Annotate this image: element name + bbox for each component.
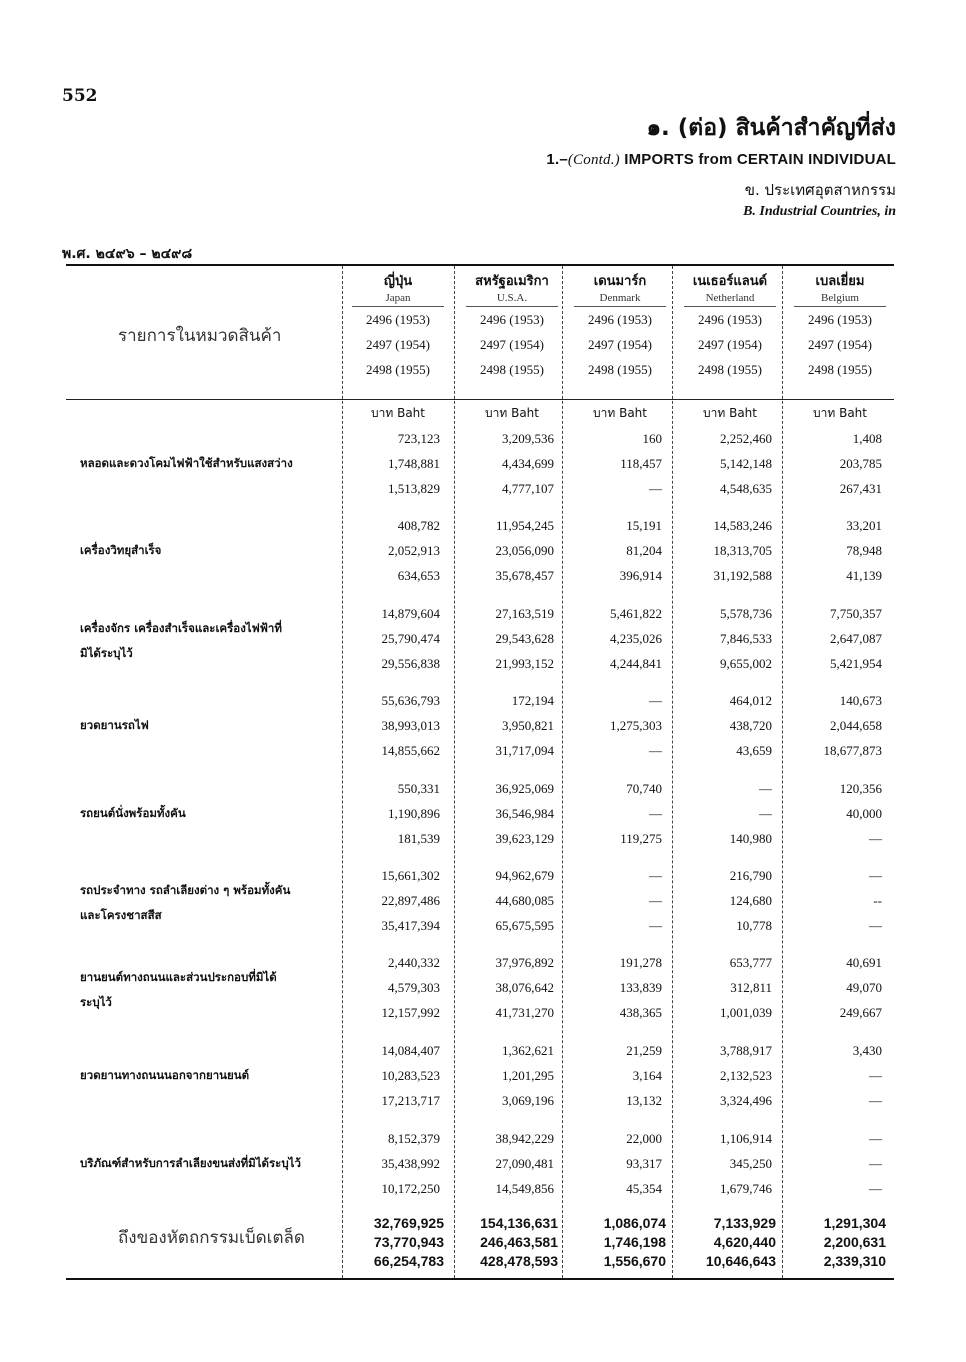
table-cell: 216,790 (729, 868, 772, 883)
column-header-thai: ญี่ปุ่น (383, 274, 413, 289)
table-cell: 22,000 (626, 1131, 662, 1146)
table-cell: 22,897,486 (381, 893, 440, 909)
table-cell: 1,679,746 (720, 1181, 772, 1197)
table-cell: 27,090,481 (495, 1156, 554, 1172)
total-cell: 1,291,304 (823, 1215, 886, 1231)
unit-label: บาท Baht (813, 406, 867, 420)
table-cell: 18,677,873 (823, 743, 882, 759)
table-cell: -- (873, 893, 882, 909)
table-cell: 2,252,460 (720, 431, 772, 446)
column-year: 2498 (1955) (480, 362, 544, 377)
table-cell: 396,914 (619, 568, 662, 584)
column-header-underline (352, 306, 444, 307)
title-english (546, 151, 896, 169)
group-label (80, 616, 350, 666)
total-cell: 1,556,670 (603, 1253, 666, 1269)
table-cell: — (649, 743, 662, 759)
group-label (80, 878, 350, 928)
table-cell: — (869, 868, 882, 883)
column-header-underline (794, 306, 886, 307)
column-header (784, 272, 896, 382)
column-header (564, 272, 676, 382)
column-year: 2498 (1955) (588, 362, 652, 377)
table-cell: 438,720 (729, 718, 772, 734)
table-cell: — (649, 806, 662, 822)
table-cell: 12,157,992 (381, 1005, 440, 1021)
table-cell: 10,283,523 (381, 1068, 440, 1084)
table-cell: 133,839 (619, 980, 662, 996)
unit-label: บาท Baht (593, 406, 647, 420)
total-cell: 4,620,440 (713, 1234, 776, 1250)
table-cell: 118,457 (620, 456, 662, 472)
table-cell: 36,925,069 (495, 781, 554, 796)
table-cell: 3,069,196 (502, 1093, 554, 1109)
table-cell: 15,191 (626, 518, 662, 533)
group-label-line: ยานยนต์ทางถนนและส่วนประกอบที่มิได้ (80, 969, 277, 984)
table-cell: 4,548,635 (720, 481, 772, 497)
table-cell: 249,667 (839, 1005, 882, 1021)
table-cell: 2,132,523 (720, 1068, 772, 1084)
table-cell: — (759, 806, 772, 822)
table-cell: 203,785 (839, 456, 882, 472)
table-cell: 10,778 (736, 918, 772, 934)
column-header (456, 272, 568, 382)
table-cell: 9,655,002 (720, 656, 772, 672)
table-cell: 3,209,536 (502, 431, 554, 446)
header-rule (66, 399, 894, 400)
column-year: 2496 (1953) (808, 312, 872, 327)
group-label (80, 1063, 350, 1088)
group-label-line: บริภัณฑ์สำหรับการลำเลียงขนส่งที่มิได้ระบุไว้ (80, 1156, 301, 1171)
table-cell: 43,659 (736, 743, 772, 759)
table-cell: 15,661,302 (381, 868, 440, 883)
table-cell: 1,408 (852, 431, 882, 446)
column-year: 2496 (1953) (366, 312, 430, 327)
table-cell: 120,356 (839, 781, 882, 796)
column-header-thai: สหรัฐอเมริกา (475, 274, 549, 289)
table-cell: 4,244,841 (610, 656, 662, 672)
table-cell: 124,680 (729, 893, 772, 909)
table-cell: 408,782 (397, 518, 440, 533)
total-label: ถึงของหัตถกรรมเบ็ดเตล็ด (118, 1228, 305, 1248)
table-cell: 2,647,087 (830, 631, 882, 647)
table-cell: 18,313,705 (713, 543, 772, 559)
table-cell: 191,278 (619, 955, 662, 970)
table-cell: 160 (642, 431, 662, 446)
table-cell: 550,331 (397, 781, 440, 796)
table-cell: — (649, 893, 662, 909)
table-cell: 3,324,496 (720, 1093, 772, 1109)
table-cell: 14,879,604 (381, 606, 440, 621)
group-label-line: ยวดยานทางถนนนอกจากยานยนต์ (80, 1068, 250, 1083)
table-cell: 438,365 (619, 1005, 662, 1021)
column-header-underline (574, 306, 666, 307)
table-cell: 345,250 (729, 1156, 772, 1172)
table-cell: 1,201,295 (502, 1068, 554, 1084)
table-cell: — (869, 1068, 882, 1084)
table-cell: 14,855,662 (381, 743, 440, 759)
table-cell: — (649, 868, 662, 883)
table-cell: 5,578,736 (720, 606, 772, 621)
table-cell: 41,731,270 (495, 1005, 554, 1021)
group-label-line: ระบุไว้ (80, 994, 112, 1009)
table-cell: 21,259 (626, 1043, 662, 1058)
total-cell: 66,254,783 (373, 1253, 444, 1269)
column-year: 2498 (1955) (698, 362, 762, 377)
table-cell: 93,317 (626, 1156, 662, 1172)
table-cell: 49,070 (846, 980, 882, 996)
total-cell: 2,339,310 (823, 1253, 886, 1269)
table-cell: 38,993,013 (381, 718, 440, 734)
page-number: 552 (62, 86, 98, 106)
total-cell: 246,463,581 (480, 1234, 558, 1250)
table-cell: 38,942,229 (495, 1131, 554, 1146)
total-cell: 10,646,643 (705, 1253, 776, 1269)
column-year: 2497 (1954) (480, 337, 544, 352)
group-label (80, 451, 350, 476)
table-cell: — (759, 781, 772, 796)
table-cell: 4,777,107 (502, 481, 554, 497)
table-cell: 3,164 (632, 1068, 662, 1084)
group-label-line: ยวดยานรถไฟ (80, 718, 149, 733)
table-cell: 31,717,094 (495, 743, 554, 759)
column-header-thai: เดนมาร์ก (593, 274, 647, 289)
title-thai: ๑. (ต่อ) สินค้าสำคัญที่ส่ง (646, 115, 896, 141)
table-cell: 1,748,881 (388, 456, 440, 472)
table-cell: 70,740 (626, 781, 662, 796)
group-label-line: เครื่องจักร เครื่องสำเร็จและเครื่องไฟฟ้าที่ (80, 620, 282, 635)
column-header (674, 272, 786, 382)
column-header-underline (684, 306, 776, 307)
table-cell: 41,139 (846, 568, 882, 584)
table-cell: 23,056,090 (495, 543, 554, 559)
table-cell: 78,948 (846, 543, 882, 559)
total-cell: 1,746,198 (603, 1234, 666, 1250)
column-header-underline (466, 306, 558, 307)
group-label-line: หลอดและดวงโคมไฟฟ้าใช้สำหรับแสงสว่าง (80, 456, 293, 471)
column-year: 2497 (1954) (698, 337, 762, 352)
table-cell: 39,623,129 (495, 831, 554, 847)
table-cell: 1,001,039 (720, 1005, 772, 1021)
subtitle-english: B. Industrial Countries, in (743, 204, 896, 219)
column-header-english: U.S.A. (496, 292, 528, 304)
column-year: 2497 (1954) (808, 337, 872, 352)
table-cell: 35,438,992 (381, 1156, 440, 1172)
table-cell: 37,976,892 (495, 955, 554, 970)
table-cell: 11,954,245 (495, 518, 554, 533)
table-cell: 17,213,717 (381, 1093, 440, 1109)
table-cell: 5,142,148 (720, 456, 772, 472)
table-cell: 1,106,914 (720, 1131, 772, 1146)
table-cell: 464,012 (729, 693, 772, 708)
column-header-english: Denmark (599, 292, 641, 304)
title-en-prefix: 1.– (546, 151, 568, 168)
table-cell: 5,421,954 (830, 656, 882, 672)
column-year: 2496 (1953) (588, 312, 652, 327)
table-cell: 40,691 (846, 955, 882, 970)
table-cell: 5,461,822 (610, 606, 662, 621)
group-label (80, 801, 350, 826)
table-cell: — (869, 1181, 882, 1197)
table-cell: 81,204 (626, 543, 662, 559)
table-cell: 7,750,357 (830, 606, 882, 621)
table-cell: 4,434,699 (502, 456, 554, 472)
table-cell: 2,052,913 (388, 543, 440, 559)
column-year: 2497 (1954) (588, 337, 652, 352)
table-cell: 3,788,917 (720, 1043, 772, 1058)
total-cell: 32,769,925 (373, 1215, 444, 1231)
total-cell: 73,770,943 (373, 1234, 444, 1250)
column-header-english: Japan (385, 292, 411, 304)
column-year: 2497 (1954) (366, 337, 430, 352)
table-cell: — (869, 1093, 882, 1109)
table-cell: 35,678,457 (495, 568, 554, 584)
table-cell: 35,417,394 (381, 918, 440, 934)
group-label (80, 538, 350, 563)
table-cell: 14,583,246 (713, 518, 772, 533)
table-cell: 267,431 (839, 481, 882, 497)
table-cell: — (649, 918, 662, 934)
table-cell: — (649, 693, 662, 708)
table-cell: 172,194 (511, 693, 554, 708)
table-cell: 2,440,332 (388, 955, 440, 970)
group-label-line: รถยนต์นั่งพร้อมทั้งคัน (80, 806, 186, 821)
table-cell: 31,192,588 (713, 568, 772, 584)
table-cell: 2,044,658 (830, 718, 882, 734)
table-cell: 3,430 (852, 1043, 882, 1058)
table-cell: 33,201 (846, 518, 882, 533)
subtitle-thai: ข. ประเทศอุตสาหกรรม (744, 181, 896, 199)
column-year: 2496 (1953) (480, 312, 544, 327)
table-cell: 14,549,856 (495, 1181, 554, 1197)
column-year: 2496 (1953) (698, 312, 762, 327)
table-cell: 45,354 (626, 1181, 662, 1197)
table-cell: 1,362,621 (502, 1043, 554, 1058)
table-cell: 27,163,519 (495, 606, 554, 621)
table-cell: 29,543,628 (495, 631, 554, 647)
group-label-line: และโครงชาสสีส (80, 907, 162, 922)
table-cell: 653,777 (729, 955, 772, 970)
table-cell: — (869, 831, 882, 847)
table-cell: 36,546,984 (495, 806, 554, 822)
table-cell: 1,275,303 (610, 718, 662, 734)
table-cell: 312,811 (730, 980, 772, 996)
table-cell: 55,636,793 (381, 693, 440, 708)
group-label-line: รถประจำทาง รถลำเลียงต่าง ๆ พร้อมทั้งคัน (80, 882, 291, 897)
table-cell: 10,172,250 (381, 1181, 440, 1197)
years-label: พ.ศ. ๒๔๙๖ – ๒๔๙๘ (62, 246, 193, 262)
table-cell: 634,653 (397, 568, 440, 584)
table-cell: 140,980 (729, 831, 772, 847)
table-cell: 13,132 (626, 1093, 662, 1109)
table-cell: 40,000 (846, 806, 882, 822)
total-cell: 7,133,929 (713, 1215, 776, 1231)
table-cell: 181,539 (397, 831, 440, 847)
table-cell: — (869, 1156, 882, 1172)
total-cell: 428,478,593 (480, 1253, 558, 1269)
group-label (80, 965, 350, 1015)
table-cell: 8,152,379 (388, 1131, 440, 1146)
table-cell: 65,675,595 (495, 918, 554, 934)
table-cell: — (649, 481, 662, 497)
column-year: 2498 (1955) (366, 362, 430, 377)
table-cell: 38,076,642 (495, 980, 554, 996)
table-cell: 119,275 (620, 831, 662, 847)
group-label-line: มิได้ระบุไว้ (80, 645, 133, 660)
table-cell: 14,084,407 (381, 1043, 440, 1058)
table-cell: 723,123 (397, 431, 440, 446)
table-cell: 21,993,152 (495, 656, 554, 672)
column-header (342, 272, 454, 382)
unit-label: บาท Baht (703, 406, 757, 420)
table-cell: 3,950,821 (502, 718, 554, 734)
column-year: 2498 (1955) (808, 362, 872, 377)
table-cell: 1,513,829 (388, 481, 440, 497)
column-header-english: Netherland (705, 292, 755, 304)
unit-label: บาท Baht (371, 406, 425, 420)
table-cell: 140,673 (839, 693, 882, 708)
group-label-line: เครื่องวิทยุสำเร็จ (80, 543, 162, 558)
column-header-english: Belgium (821, 292, 859, 304)
group-label (80, 713, 350, 738)
table-cell: 29,556,838 (381, 656, 440, 672)
table-cell: 94,962,679 (495, 868, 554, 883)
table-cell: 7,846,533 (720, 631, 772, 647)
table-cell: — (869, 918, 882, 934)
table-cell: 4,235,026 (610, 631, 662, 647)
imports-table (66, 264, 894, 1280)
group-label (80, 1151, 350, 1176)
title-en-contd: (Contd.) (567, 152, 620, 168)
total-cell: 2,200,631 (823, 1234, 886, 1250)
table-cell: 44,680,085 (495, 893, 554, 909)
unit-label: บาท Baht (485, 406, 539, 420)
table-cell: 25,790,474 (381, 631, 440, 647)
row-header: รายการในหมวดสินค้า (118, 326, 282, 346)
table-cell: 4,579,303 (388, 980, 440, 996)
total-cell: 154,136,631 (480, 1215, 558, 1231)
table-cell: 1,190,896 (388, 806, 440, 822)
title-en-main: IMPORTS from CERTAIN INDIVIDUAL (619, 151, 896, 168)
table-cell: — (869, 1131, 882, 1146)
total-cell: 1,086,074 (603, 1215, 666, 1231)
column-header-thai: เบลเยี่ยม (815, 274, 865, 289)
column-header-thai: เนเธอร์แลนด์ (692, 274, 768, 289)
